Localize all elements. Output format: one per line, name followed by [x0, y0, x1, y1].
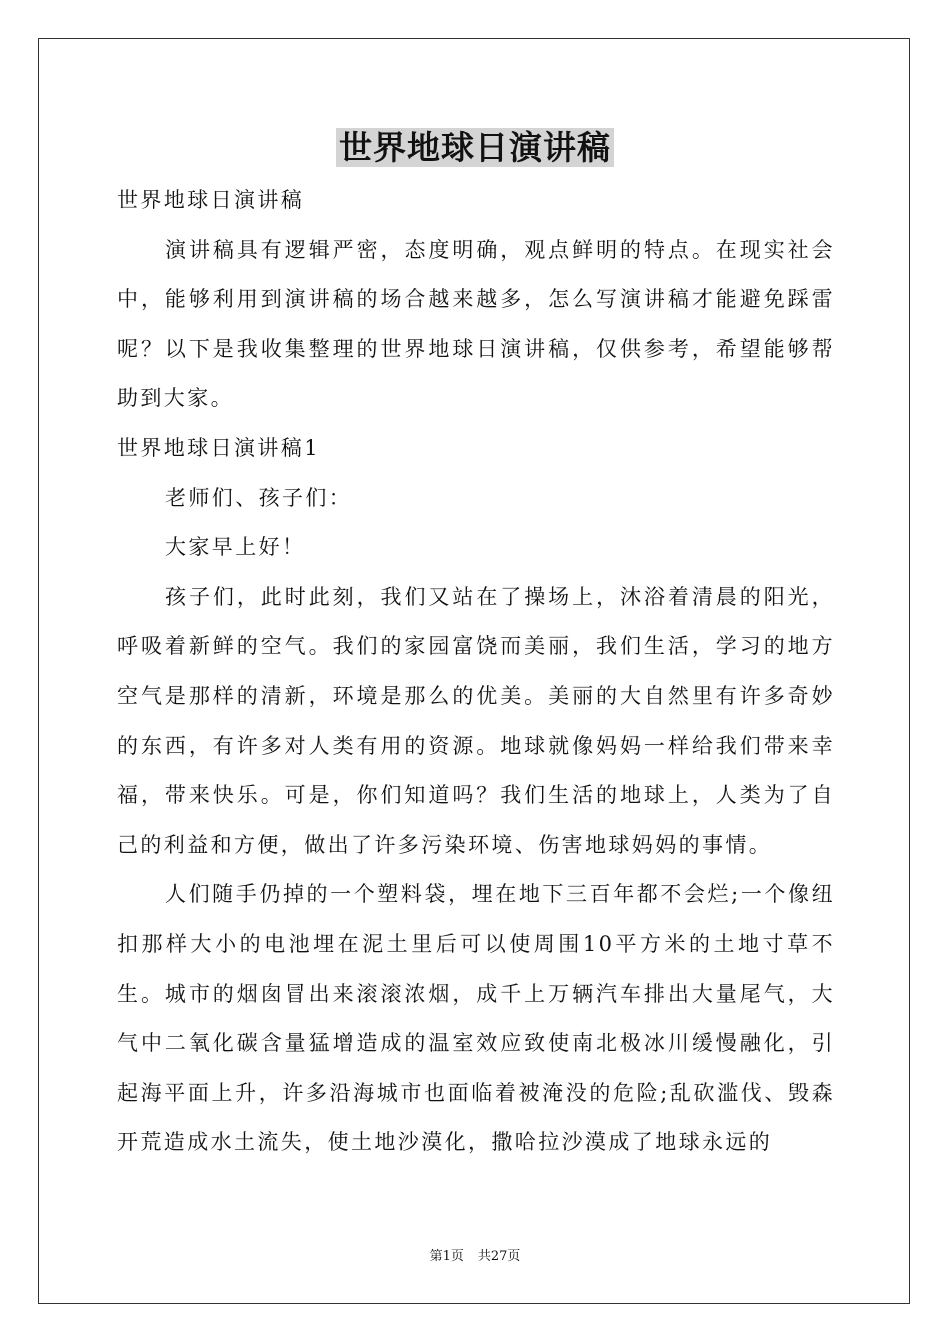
- paragraph-intro: 演讲稿具有逻辑严密，态度明确，观点鲜明的特点。在现实社会中，能够利用到演讲稿的场合越来越多，怎么写演讲稿才能避免踩雷呢？以下是我收集整理的世界地球日演讲稿，仅供参考，希望能够帮助到大家。: [117, 237, 835, 411]
- paragraph-greeting: 大家早上好！: [165, 535, 306, 560]
- paragraph-body-2: 人们随手仍掉的一个塑料袋，埋在地下三百年都不会烂;一个像纽扣那样大小的电池埋在泥土里后可以使周围10平方米的土地寸草不生。城市的烟囱冒出来滚滚浓烟，成千上万辆汽车排出大量尾气，大气中二氧化碳含量猛增造成的温室效应致使南北极冰川缓慢融化，引起海平面上升，许多沿海城市也面临着被淹没的危险;乱砍滥伐、毁森开荒造成水土流失，使土地沙漠化，撒哈拉沙漠成了地球永远的: [117, 882, 835, 1155]
- paragraph-body-1: 孩子们，此时此刻，我们又站在了操场上，沐浴着清晨的阳光，呼吸着新鲜的空气。我们的家园富饶而美丽，我们生活，学习的地方空气是那样的清新，环境是那么的优美。美丽的大自然里有许多奇妙的东西，有许多对人类有用的资源。地球就像妈妈一样给我们带来幸福，带来快乐。可是，你们知道吗？我们生活的地球上，人类为了自己的利益和方便，做出了许多污染环境、伤害地球妈妈的事情。: [117, 584, 835, 857]
- paragraph-salutation: 老师们、孩子们：: [165, 485, 353, 510]
- page-footer: [0, 1248, 950, 1266]
- page-total: 共27页: [477, 1249, 521, 1264]
- document-title: [0, 126, 950, 170]
- section-heading: 世界地球日演讲稿1: [117, 435, 320, 460]
- page-number: 第1页: [429, 1249, 464, 1264]
- paragraph-subtitle: 世界地球日演讲稿: [117, 188, 305, 212]
- document-title-text: 世界地球日演讲稿: [336, 128, 614, 167]
- document-body: [117, 176, 835, 1168]
